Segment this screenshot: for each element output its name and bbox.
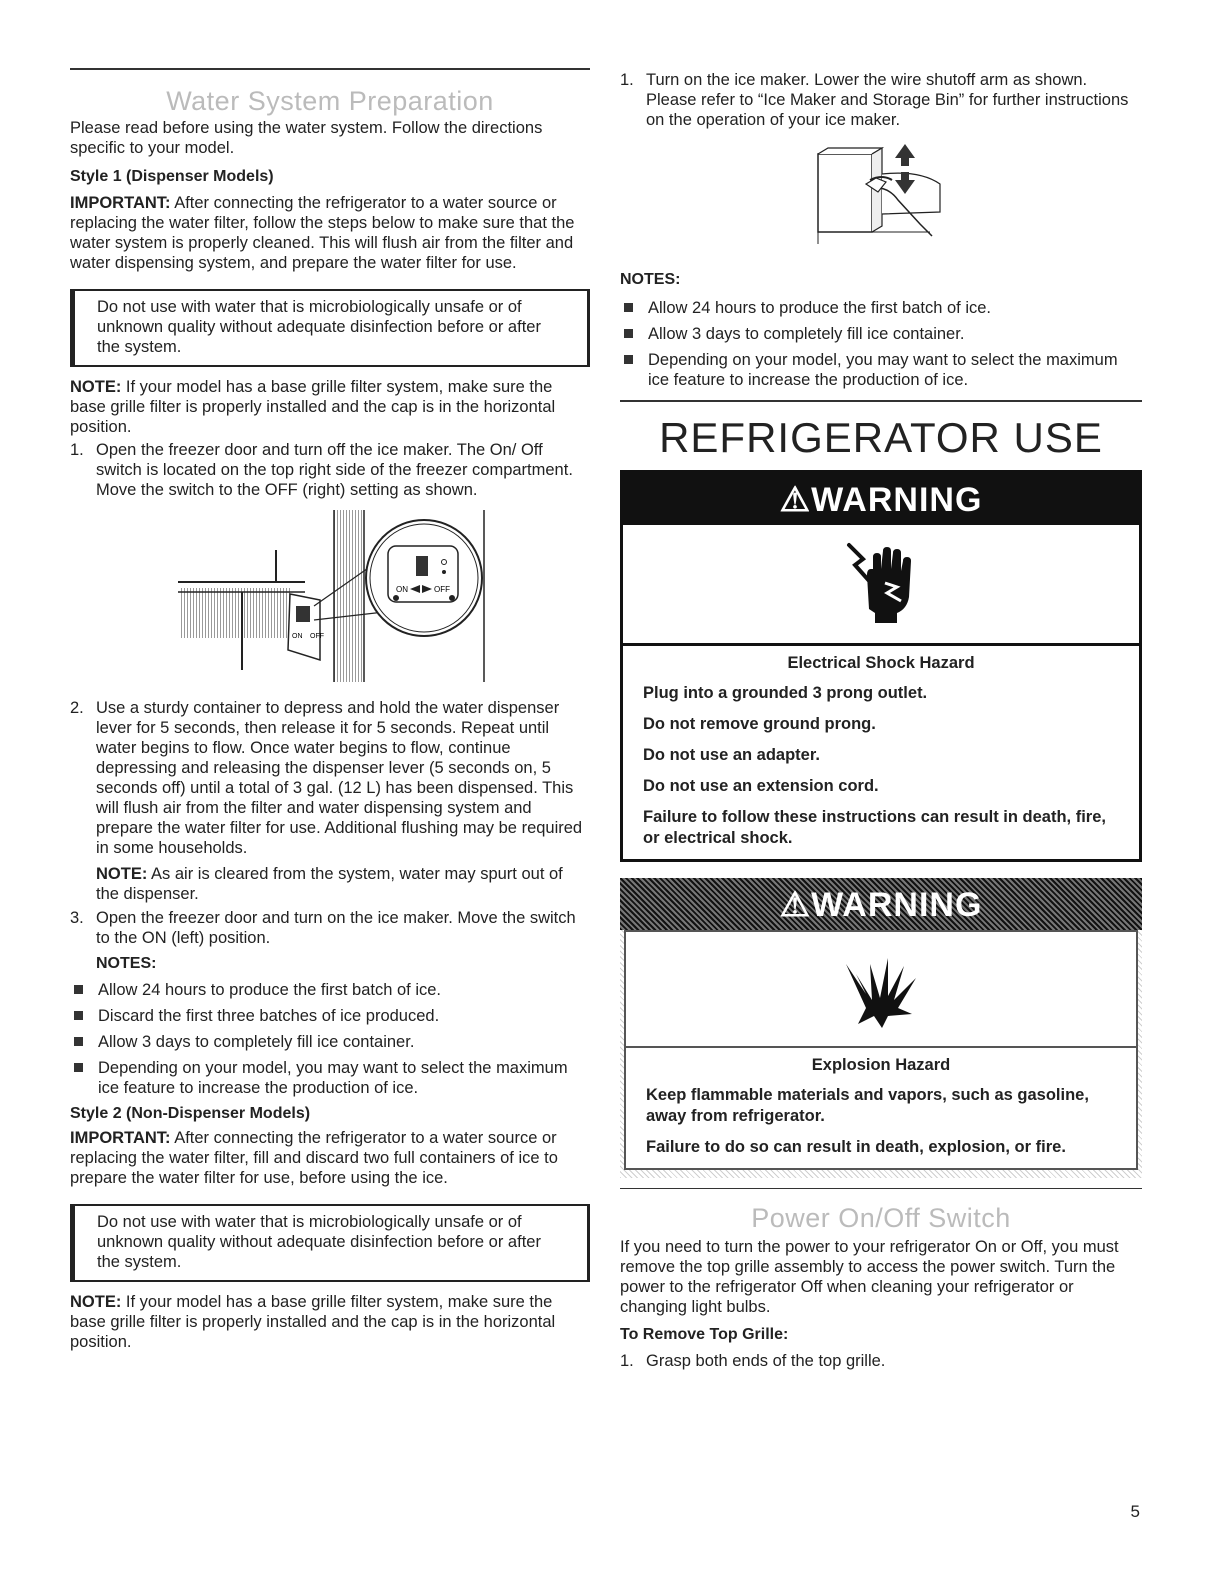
step-text: Turn on the ice maker. Lower the wire shutoff arm as shown. Please refer to “Ice Maker and Storage Bin” for further instructions on the operation of your ice maker.	[646, 71, 1129, 129]
important-label: IMPORTANT:	[70, 194, 171, 212]
step-3	[70, 908, 590, 1098]
ice-maker-steps	[620, 70, 1142, 130]
step-text: Open the freezer door and turn off the ice maker. The On/ Off switch is located on the top right side of the freezer compartment. Move the switch to the OFF (right) setting as shown.	[96, 441, 573, 499]
important-label: IMPORTANT:	[70, 1129, 171, 1147]
style1-important	[70, 193, 590, 273]
warning-line: Do not use an adapter.	[643, 746, 820, 764]
switch-on-label-small: ON	[292, 633, 303, 640]
note-label: NOTE:	[70, 378, 122, 396]
explosion-icon	[836, 944, 926, 1034]
style2-heading: Style 2 (Non-Dispenser Models)	[70, 1105, 311, 1122]
step-number: 3.	[70, 909, 84, 927]
note-label: NOTE:	[70, 1293, 122, 1311]
water-safety-box	[70, 289, 590, 367]
warning-line: Plug into a grounded 3 prong outlet.	[643, 684, 928, 702]
warning-line: Do not remove ground prong.	[643, 715, 876, 733]
step-number: 1.	[70, 441, 84, 459]
list-item: Allow 3 days to completely fill ice container.	[620, 324, 1142, 344]
section-rule	[620, 400, 1142, 402]
freezer-switch-illustration	[70, 510, 590, 690]
step-text: Open the freezer door and turn on the ice maker. Move the switch to the ON (left) position.	[96, 909, 576, 947]
step-number: 1.	[620, 71, 634, 89]
step-1	[70, 440, 590, 500]
warning-explosion-frame	[620, 878, 1142, 1178]
page-number: 5	[1130, 1502, 1140, 1521]
list-item: Allow 3 days to completely fill ice container.	[70, 1032, 590, 1052]
style1-steps	[70, 440, 590, 500]
step-2	[70, 698, 590, 904]
step-number: 2.	[70, 699, 84, 717]
warning-body	[623, 646, 1139, 859]
hazard-title: Electrical Shock Hazard	[787, 654, 975, 672]
shock-hazard-icon	[623, 525, 1139, 646]
water-safety-box-2	[70, 1204, 590, 1282]
notes-label: NOTES:	[620, 271, 681, 288]
list-item: Allow 24 hours to produce the first batch of ice.	[70, 980, 590, 1000]
ice-maker-switch	[416, 556, 428, 576]
notes-label: NOTES:	[96, 955, 157, 972]
section-rule	[70, 68, 590, 70]
step-text: Use a sturdy container to depress and hold the water dispenser lever for 5 seconds, then release it for 5 seconds. Repeat until water begins to flow. Once water begins to flow, continue depressing and releasing the dispenser lever (5 seconds on, 5 seconds off) until a total of 3 gal. (12 L) has been dispensed. This will flush air from the filter and water dispensing system and prepare the water filter for use. Additional flushing may be required in some households.	[96, 699, 583, 857]
hand-shock-icon	[841, 539, 921, 629]
note-base-grille-text: If your model has a base grille filter system, make sure the base grille filter is properly installed and the cap is in the horizontal position.	[70, 378, 556, 436]
note-base-grille-2	[70, 1292, 590, 1352]
step-1	[620, 1351, 1142, 1371]
warning-line: Do not use an extension cord.	[643, 777, 879, 795]
power-intro: If you need to turn the power to your refrigerator On or Off, you must remove the top grille assembly to access the power switch. Turn the power to the refrigerator Off when cleaning your refrigerator or changing light bulbs.	[620, 1238, 1119, 1316]
warning-header: ⚠WARNING	[623, 473, 1139, 525]
step-number: 1.	[620, 1352, 634, 1370]
list-item: Depending on your model, you may want to select the maximum ice feature to increase the production of ice.	[70, 1058, 590, 1098]
note-base-grille	[70, 377, 590, 437]
warning-header: ⚠WARNING	[620, 878, 1142, 930]
notes-list	[620, 298, 1142, 390]
water-safety-text: Do not use with water that is microbiologically unsafe or of unknown quality without adequate disinfection before or after the system.	[97, 298, 541, 356]
ice-maker-shutoff-illustration	[620, 144, 1142, 264]
step-text: Grasp both ends of the top grille.	[646, 1352, 886, 1370]
notes-list	[70, 980, 590, 1098]
list-item: Discard the first three batches of ice produced.	[70, 1006, 590, 1026]
warning-electrical	[620, 470, 1142, 862]
note-base-grille-text: If your model has a base grille filter system, make sure the base grille filter is properly installed and the cap is in the horizontal position.	[70, 1293, 556, 1351]
water-safety-text: Do not use with water that is microbiologically unsafe or of unknown quality without adequate disinfection before or after the system.	[97, 1213, 541, 1271]
list-item: Allow 24 hours to produce the first batch of ice.	[620, 298, 1142, 318]
note-label: NOTE:	[96, 865, 148, 883]
ice-maker-body	[818, 154, 872, 232]
arrow-up-icon	[895, 144, 915, 166]
warning-line: Keep flammable materials and vapors, such as gasoline, away from refrigerator.	[646, 1086, 1089, 1125]
section-rule	[620, 1188, 1142, 1189]
page-title: REFRIGERATOR USE	[659, 414, 1103, 461]
freezer-shelf-shading	[180, 588, 290, 638]
warning-line: Failure to do so can result in death, explosion, or fire.	[646, 1138, 1066, 1156]
hazard-title: Explosion Hazard	[811, 1056, 951, 1074]
style1-important-text: After connecting the refrigerator to a water source or replacing the water filter, follow the steps below to make sure that the water system is properly cleaned. This will flush air from the filter and water dispensing system, and prepare the water filter for use.	[70, 194, 575, 272]
warning-line: Failure to follow these instructions can result in death, fire, or electrical shock.	[643, 808, 1106, 847]
explosion-hazard-icon	[626, 932, 1136, 1048]
style2-important	[70, 1128, 590, 1188]
style1-steps-cont	[70, 698, 590, 1098]
step-1	[620, 70, 1142, 130]
switch-on-label: ON	[396, 585, 408, 594]
left-column	[70, 0, 590, 1352]
step2-note-text: As air is cleared from the system, water may spurt out of the dispenser.	[96, 865, 563, 903]
list-item: Depending on your model, you may want to select the maximum ice feature to increase the production of ice.	[620, 350, 1142, 390]
warning-explosion	[624, 930, 1138, 1170]
style1-heading: Style 1 (Dispenser Models)	[70, 168, 274, 185]
step2-note	[96, 864, 590, 904]
warning-body	[626, 1048, 1136, 1168]
section-title-power-switch: Power On/Off Switch	[751, 1203, 1011, 1233]
section-title-water-system: Water System Preparation	[166, 86, 494, 116]
remove-grille-heading: To Remove Top Grille:	[620, 1326, 789, 1343]
switch-off-label: OFF	[434, 585, 450, 594]
remove-grille-steps	[620, 1351, 1142, 1371]
right-column	[620, 0, 1142, 1371]
freezer-door-edge	[334, 510, 364, 682]
ice-maker-switch-small	[296, 606, 310, 622]
switch-off-label-small: OFF	[310, 633, 324, 640]
style2-important-text: After connecting the refrigerator to a water source or replacing the water filter, fill and discard two full containers of ice to prepare the water filter for use, before using the ice.	[70, 1129, 558, 1187]
intro-text: Please read before using the water system. Follow the directions specific to your model.	[70, 119, 543, 157]
